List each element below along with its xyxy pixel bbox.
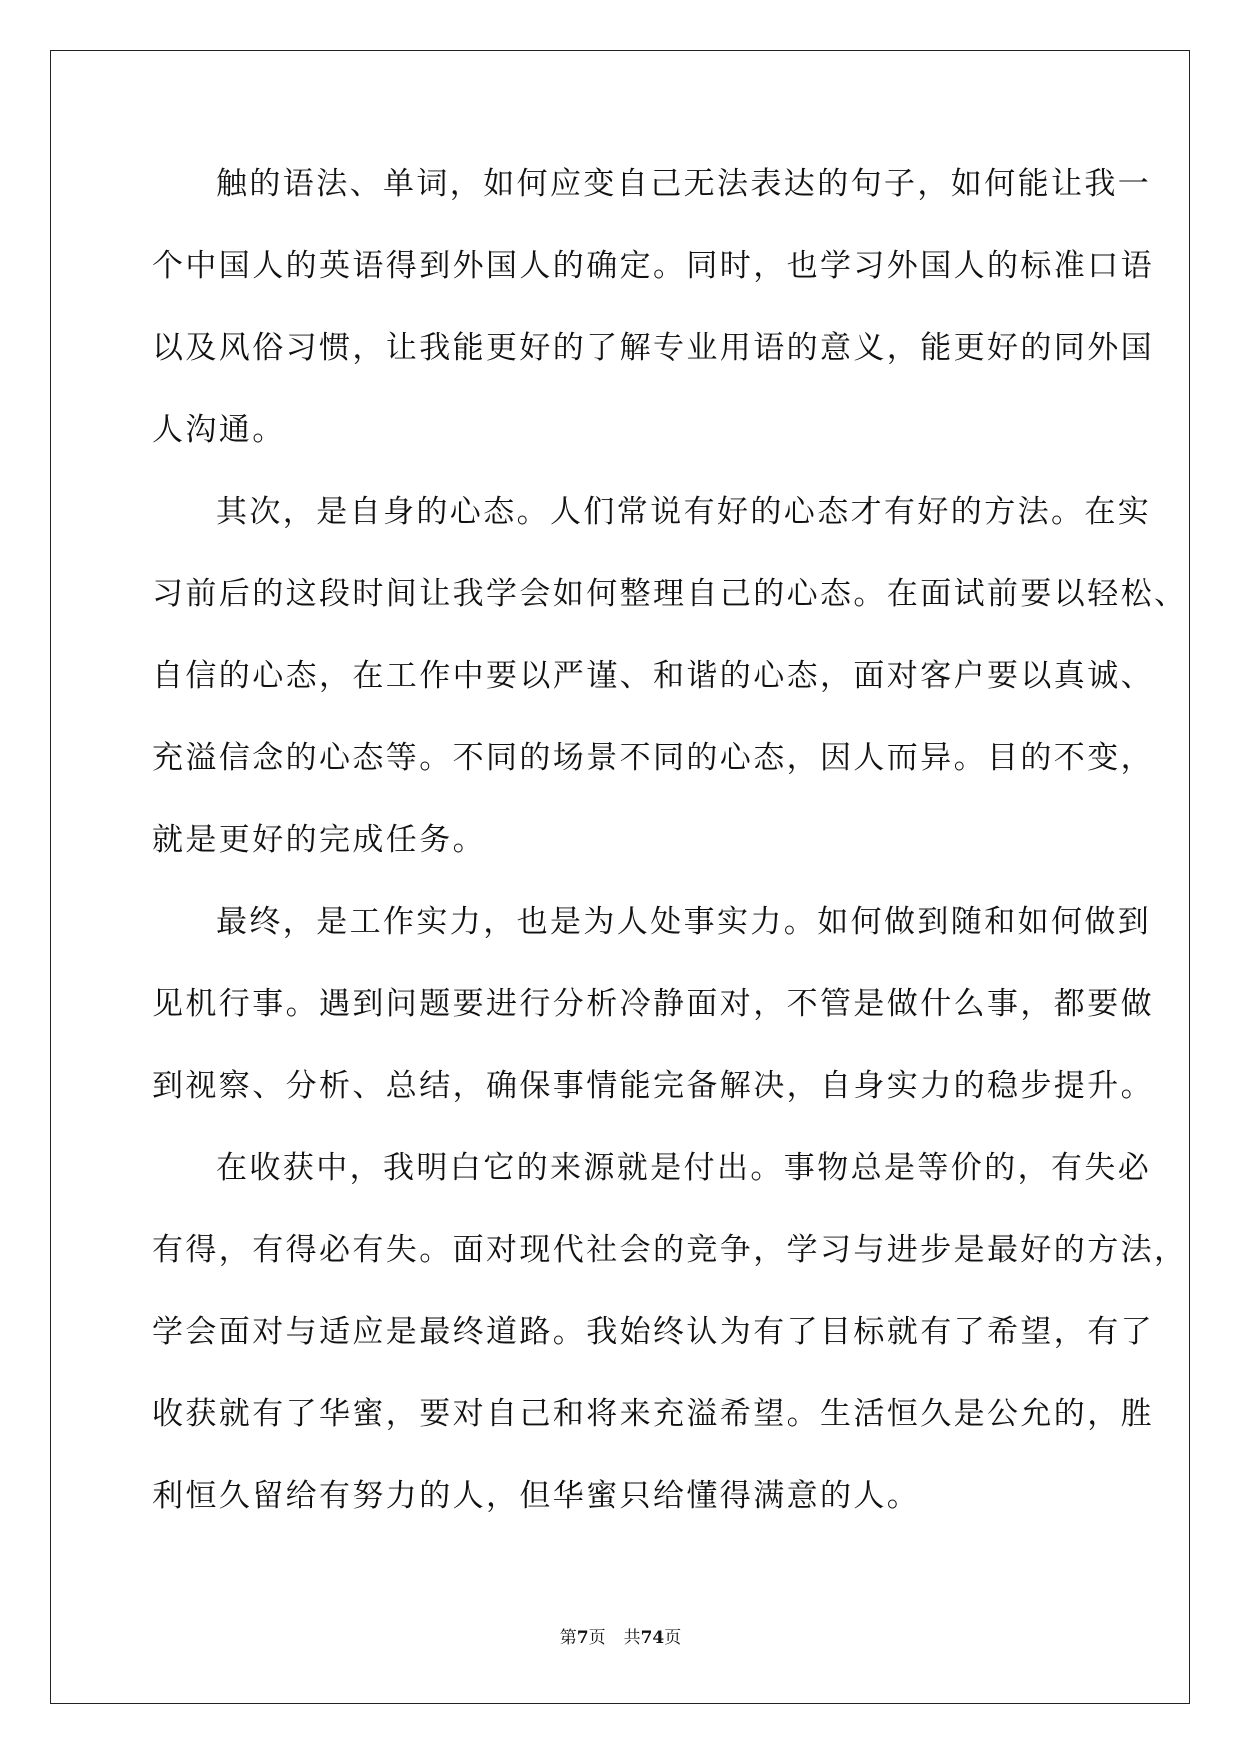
- text-line: 收获就有了华蜜，要对自己和将来充溢希望。生活恒久是公允的，胜: [152, 1396, 1154, 1432]
- text-line: 习前后的这段时间让我学会如何整理自己的心态。在面试前要以轻松、: [152, 576, 1188, 612]
- total-suffix: 页: [664, 1628, 682, 1648]
- total-pages: 74: [640, 1628, 665, 1648]
- text-line: 个中国人的英语得到外国人的确定。同时，也学习外国人的标准口语: [152, 248, 1154, 284]
- document-body: [152, 158, 1188, 1552]
- text-line: 以及风俗习惯，让我能更好的了解专业用语的意义，能更好的同外国: [152, 330, 1154, 366]
- text-line: 就是更好的完成任务。: [152, 822, 486, 858]
- text-line: 充溢信念的心态等。不同的场景不同的心态，因人而异。目的不变，: [152, 740, 1154, 776]
- page-suffix: 页: [588, 1628, 606, 1648]
- page-footer: [0, 1626, 1241, 1650]
- text-line: 自信的心态，在工作中要以严谨、和谐的心态，面对客户要以真诚、: [152, 658, 1154, 694]
- page-number: 7: [576, 1628, 589, 1648]
- text-line: 到视察、分析、总结，确保事情能完备解决，自身实力的稳步提升。: [152, 1068, 1154, 1104]
- page-prefix: 第: [559, 1628, 577, 1648]
- text-line: 有得，有得必有失。面对现代社会的竞争，学习与进步是最好的方法，: [152, 1232, 1188, 1268]
- text-line: 人沟通。: [152, 412, 286, 448]
- text-line: 学会面对与适应是最终道路。我始终认为有了目标就有了希望，有了: [152, 1314, 1154, 1350]
- text-line: 在收获中，我明白它的来源就是付出。事物总是等价的，有失必: [216, 1150, 1152, 1186]
- text-line: 最终，是工作实力，也是为人处事实力。如何做到随和如何做到: [216, 904, 1152, 940]
- total-prefix: 共: [623, 1628, 641, 1648]
- text-line: 见机行事。遇到问题要进行分析冷静面对，不管是做什么事，都要做: [152, 986, 1154, 1022]
- text-line: 利恒久留给有努力的人，但华蜜只给懂得满意的人。: [152, 1478, 921, 1514]
- text-line: 其次，是自身的心态。人们常说有好的心态才有好的方法。在实: [216, 494, 1152, 530]
- text-line: 触的语法、单词，如何应变自己无法表达的句子，如何能让我一: [216, 166, 1152, 202]
